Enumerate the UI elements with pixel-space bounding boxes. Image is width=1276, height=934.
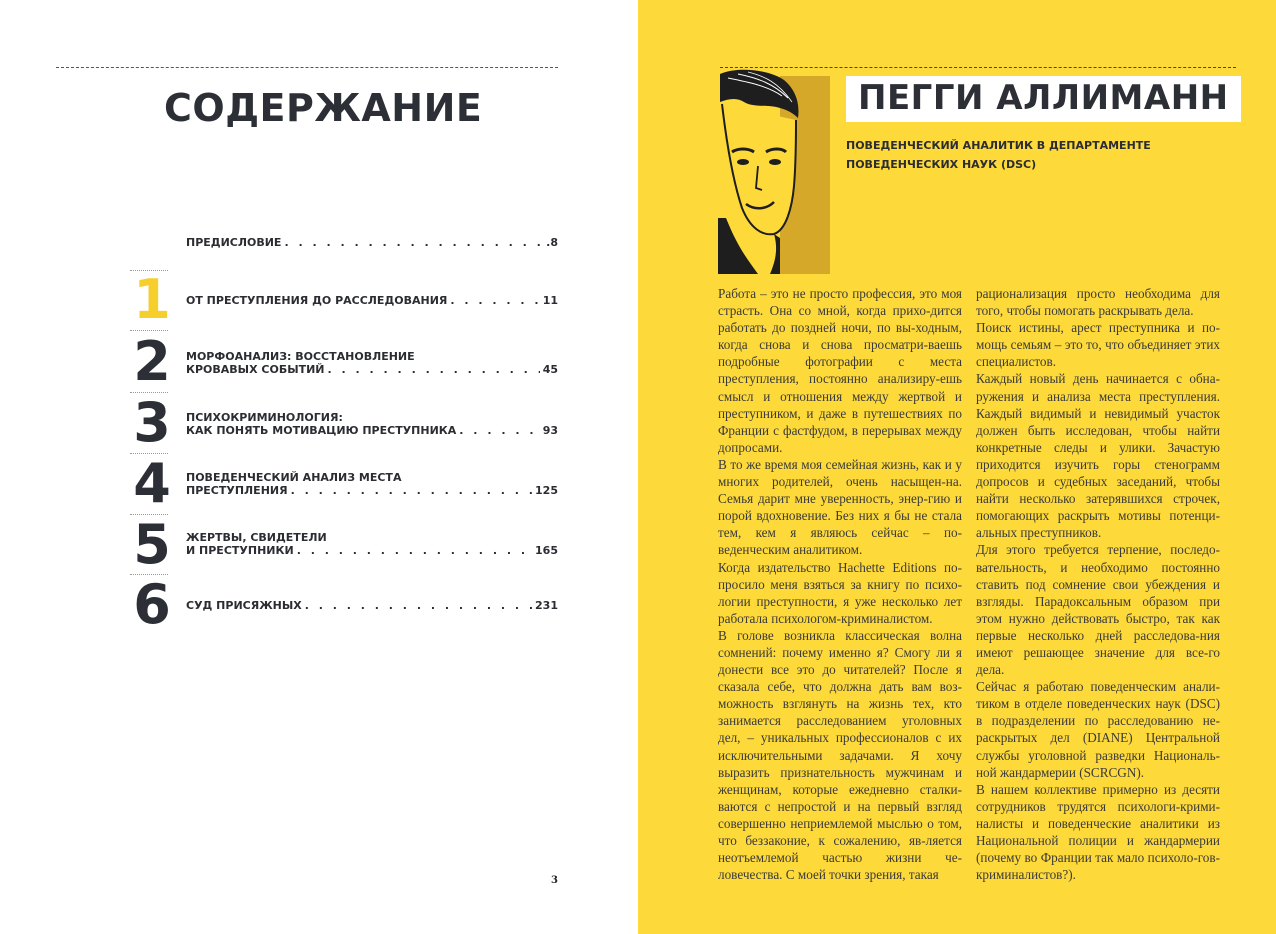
chapter-numeral-5: 5	[133, 513, 171, 576]
dot-leader	[459, 424, 539, 437]
author-role-line1: ПОВЕДЕНЧЕСКИЙ АНАЛИТИК В ДЕПАРТАМЕНТЕ	[846, 139, 1151, 152]
toc-entry-chapter-1[interactable]	[186, 294, 558, 307]
toc-page-number: 93	[542, 424, 558, 437]
paragraph: В голове возникла классическая волна сомнений: почему именно я? Смогу ли я донести все это до читателей? После я сказала себе, что должна дать вам воз-можность взглянуть на жизнь тех, кто занимается расследованием уголовных дел, – уникальных профессионалов с их исключительными задачами. Я хочу выразить признательность мужчинам и женщинам, которые ежедневно сталки-ваются с непростой и на первый взгляд совершенно неприемлемой мыслью о том, что беззаконие, к сожалению, яв-ляется неотъемлемой частью жизни че-ловечества. С моей точки зрения, такая	[718, 627, 962, 883]
toc-entry-title: ПРЕСТУПЛЕНИЯ	[186, 484, 288, 497]
toc-entry-preface[interactable]	[186, 236, 558, 249]
paragraph: Когда издательство Hachette Editions по-просило меня взяться за книгу по психо-логии преступности, я уже несколько лет работала психологом-криминалистом.	[718, 559, 962, 626]
page-number: 3	[551, 875, 558, 886]
top-dashed-rule	[56, 67, 558, 68]
toc-page-number: 165	[535, 544, 558, 557]
toc-page-number: 45	[542, 363, 558, 376]
author-portrait-illustration	[718, 68, 830, 274]
toc-page-number: 125	[535, 484, 558, 497]
chapter-numeral-2: 2	[133, 330, 171, 393]
author-name-plate	[846, 76, 1241, 122]
toc-entry-title-line1: ПОВЕДЕНЧЕСКИЙ АНАЛИЗ МЕСТА	[186, 471, 402, 484]
toc-entry-title: КАК ПОНЯТЬ МОТИВАЦИЮ ПРЕСТУПНИКА	[186, 424, 457, 437]
right-page-profile	[638, 0, 1276, 934]
toc-entry-chapter-6[interactable]	[186, 599, 558, 612]
paragraph: Каждый новый день начинается с обна-ружения и анализа места преступления. Каждый видимый и невидимый участок должен быть исследован, чтобы найти конкретные следы и улики. Зачастую приходится изучить горы стенограмм допросов и судебных заседаний, чтобы найти несколько затерявшихся строчек, помогающих раскрыть мотивы потенци-альных преступников.	[976, 371, 1220, 541]
toc-entry-title: И ПРЕСТУПНИКИ	[186, 544, 294, 557]
dot-leader	[450, 294, 539, 307]
paragraph: В нашем коллективе примерно из десяти сотрудников трудятся психологи-крими-налисты и поведенческие аналитики из Национальной полиции и жандармерии (почему во Франции так мало психоло-гов-криминалистов?).	[976, 781, 1220, 883]
toc-entry-title: СУД ПРИСЯЖНЫХ	[186, 599, 302, 612]
paragraph: Сейчас я работаю поведенческим анали-тиком в отделе поведенческих наук (DSC) в подразделении по расследованию не-раскрытых дел (DIANE) Центральной службы уголовной разведки Националь-ной жандармерии (SCRCGN).	[976, 679, 1220, 780]
toc-entry-chapter-2[interactable]	[186, 350, 558, 376]
toc-entry-title: ПРЕДИСЛОВИЕ	[186, 236, 282, 249]
paragraph: Работа – это не просто профессия, это моя страсть. Она со мной, когда прихо-дится работать до поздней ночи, по вы-ходным, когда снова и снова просматри-ваешь подробные фотографии с места преступления, постоянно анализиру-ешь смысл и отношения между жертвой и преступником, и даже в путешествиях по Франции с фастфудом, в перерывах между допросами.	[718, 286, 962, 455]
chapter-numeral-4: 4	[133, 452, 171, 515]
toc-entry-chapter-3[interactable]	[186, 411, 558, 437]
toc-entry-title: КРОВАВЫХ СОБЫТИЙ	[186, 363, 325, 376]
toc-page-number: .8	[546, 236, 558, 249]
body-text-column-1	[718, 285, 962, 883]
contents-title: СОДЕРЖАНИЕ	[164, 86, 483, 130]
toc-entry-title: ОТ ПРЕСТУПЛЕНИЯ ДО РАССЛЕДОВАНИЯ	[186, 294, 448, 307]
chapter-numeral-1: 1	[133, 268, 171, 331]
toc-page-number: 231	[535, 599, 558, 612]
paragraph: В то же время моя семейная жизнь, как и у многих родителей, очень насыщен-на. Семья дарит мне уверенность, энер-гию и порой вдохновение. Без них я бы не стала тем, кем я являюсь сейчас – по-веденческим аналитиком.	[718, 456, 962, 558]
paragraph: Для этого требуется терпение, последо-вательность, и необходимо постоянно ставить под сомнение свои убеждения и взгляды. Парадоксальным образом при этом нужно действовать быстро, так как первые несколько дней расследова-ния имеют решающее значение для все-го дела.	[976, 542, 1220, 678]
dot-leader	[305, 599, 532, 612]
dot-leader	[284, 236, 543, 249]
author-name: ПЕГГИ АЛЛИМАНН	[858, 78, 1229, 118]
author-role-line2: ПОВЕДЕНЧЕСКИХ НАУК (DSC)	[846, 158, 1037, 171]
chapter-numeral-6: 6	[133, 573, 171, 636]
paragraph: рационализация просто необходима для того, чтобы помогать раскрывать дела.	[976, 286, 1220, 319]
dot-leader	[297, 544, 532, 557]
dot-leader	[328, 363, 540, 376]
toc-entry-chapter-5[interactable]	[186, 531, 558, 557]
toc-entry-title-line1: МОРФОАНАЛИЗ: ВОССТАНОВЛЕНИЕ	[186, 350, 415, 363]
chapter-numeral-3: 3	[133, 391, 171, 454]
toc-page-number: 11	[542, 294, 558, 307]
toc-entry-chapter-4[interactable]	[186, 471, 558, 497]
paragraph: Поиск истины, арест преступника и по-мощь семьям – это то, что объединяет этих специалистов.	[976, 320, 1220, 370]
body-text-column-2	[976, 285, 1220, 883]
toc-entry-title-line1: ПСИХОКРИМИНОЛОГИЯ:	[186, 411, 343, 424]
toc-entry-title-line1: ЖЕРТВЫ, СВИДЕТЕЛИ	[186, 531, 327, 544]
dot-leader	[291, 484, 532, 497]
